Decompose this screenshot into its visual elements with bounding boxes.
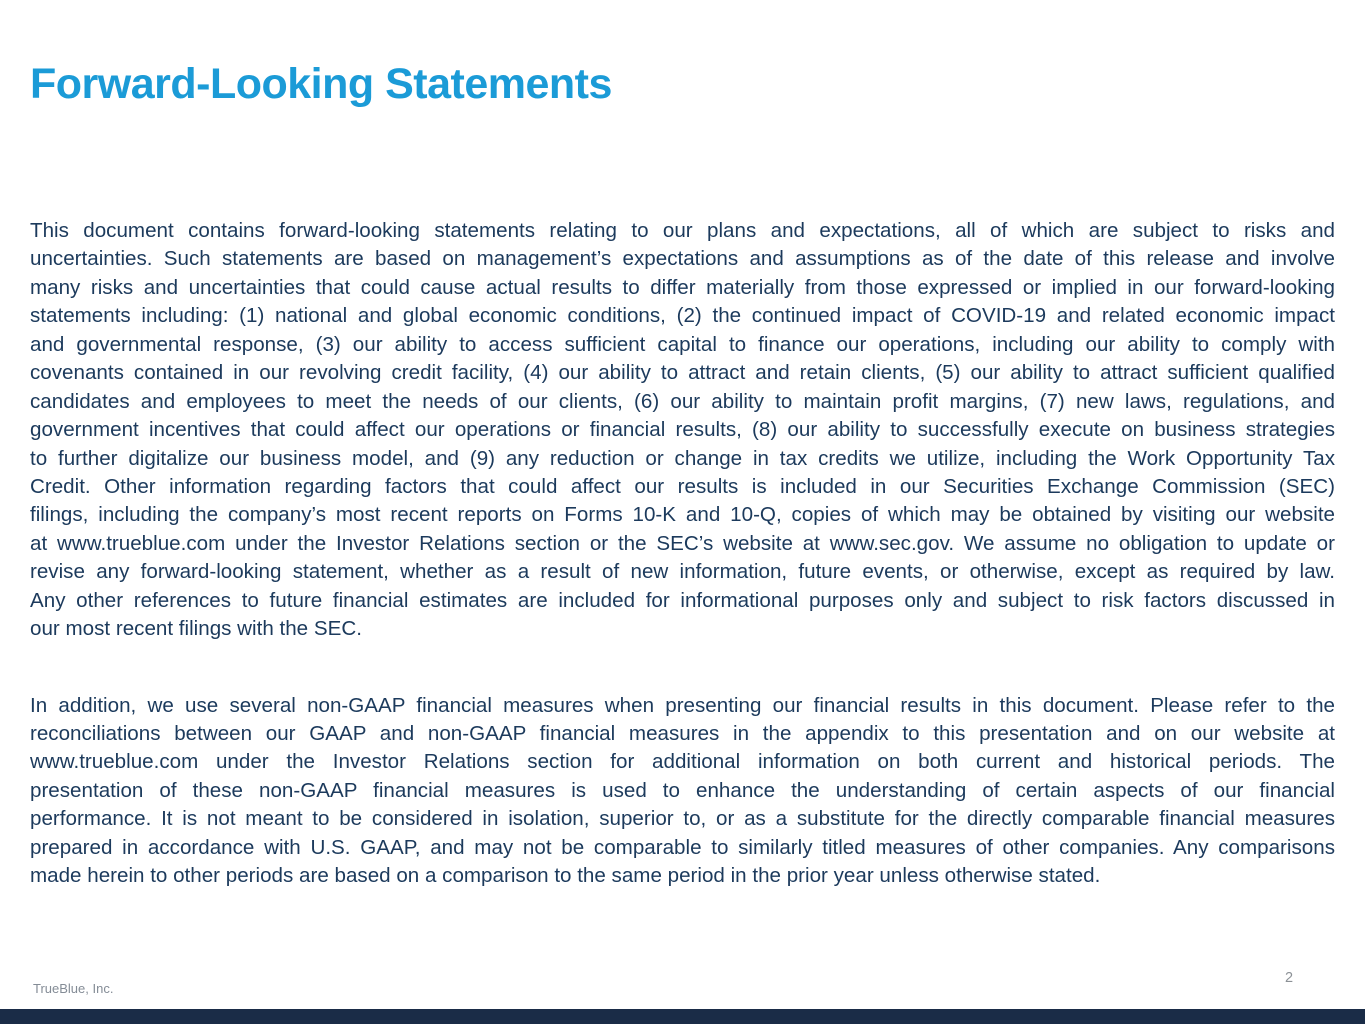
text-line: reconciliations between our GAAP and non-GAAP financial measures in the appendix to this presentation and on our website at — [30, 722, 1335, 745]
bottom-bar — [0, 1009, 1365, 1024]
text-line: filings, including the company’s most recent reports on Forms 10-K and 10-Q, copies of which may be obtained by visiting our website — [30, 503, 1335, 527]
text-line: to further digitalize our business model, and (9) any reduction or change in tax credits we utilize, including the Work Opportunity Tax — [30, 446, 1335, 470]
text-line: and governmental response, (3) our ability to access sufficient capital to finance our operations, including our ability to comply with — [30, 332, 1335, 356]
text-line: This document contains forward-looking statements relating to our plans and expectations, all of which are subject to risks and — [30, 219, 1335, 242]
text-line: In addition, we use several non-GAAP financial measures when presenting our financial results in this document. Please refer to the — [30, 693, 1335, 717]
text-line: candidates and employees to meet the needs of our clients, (6) our ability to maintain profit margins, (7) new laws, regulations, and — [30, 389, 1335, 413]
body-text — [30, 217, 1335, 891]
text-line: our most recent filings with the SEC. — [30, 617, 362, 641]
text-line: many risks and uncertainties that could cause actual results to differ materially from those expressed or implied in our forward-looking — [30, 275, 1335, 299]
text-line: Any other references to future financial estimates are included for informational purposes only and subject to risk factors discussed in — [30, 588, 1335, 612]
paragraph-forward-looking-disclaimer — [30, 217, 1335, 644]
page-number: 2 — [1285, 970, 1294, 986]
text-line: Credit. Other information regarding factors that could affect our results is included in our Securities Exchange Commission (SEC) — [30, 474, 1335, 498]
text-line: www.trueblue.com under the Investor Relations section for additional information on both current and historical periods. The — [30, 750, 1335, 774]
footer-company-label: TrueBlue, Inc. — [33, 981, 114, 996]
text-line: government incentives that could affect our operations or financial results, (8) our ability to successfully execute on business strategies — [30, 418, 1335, 442]
text-line: uncertainties. Such statements are based on management’s expectations and assumptions as of the date of this release and involve — [30, 247, 1335, 271]
text-line: made herein to other periods are based on a comparison to the same period in the prior year unless otherwise stated. — [30, 864, 1101, 888]
text-line: performance. It is not meant to be considered in isolation, superior to, or as a substitute for the directly comparable financial measures — [30, 807, 1335, 831]
text-line: at www.trueblue.com under the Investor Relations section or the SEC’s website at www.sec.gov. We assume no obligation to update or — [30, 531, 1335, 555]
text-line: covenants contained in our revolving credit facility, (4) our ability to attract and retain clients, (5) our ability to attract sufficient qualified — [30, 361, 1335, 385]
slide-title: Forward-Looking Statements — [30, 60, 612, 108]
paragraph-non-gaap-disclaimer — [30, 692, 1335, 891]
text-line: prepared in accordance with U.S. GAAP, and may not be comparable to similarly titled measures of other companies. Any comparisons — [30, 835, 1335, 859]
text-line: revise any forward-looking statement, whether as a result of new information, future events, or otherwise, except as required by law. — [30, 560, 1335, 584]
text-line: presentation of these non-GAAP financial measures is used to enhance the understanding of certain aspects of our financial — [30, 778, 1335, 802]
text-line: statements including: (1) national and global economic conditions, (2) the continued impact of COVID-19 and related economic impact — [30, 304, 1335, 328]
